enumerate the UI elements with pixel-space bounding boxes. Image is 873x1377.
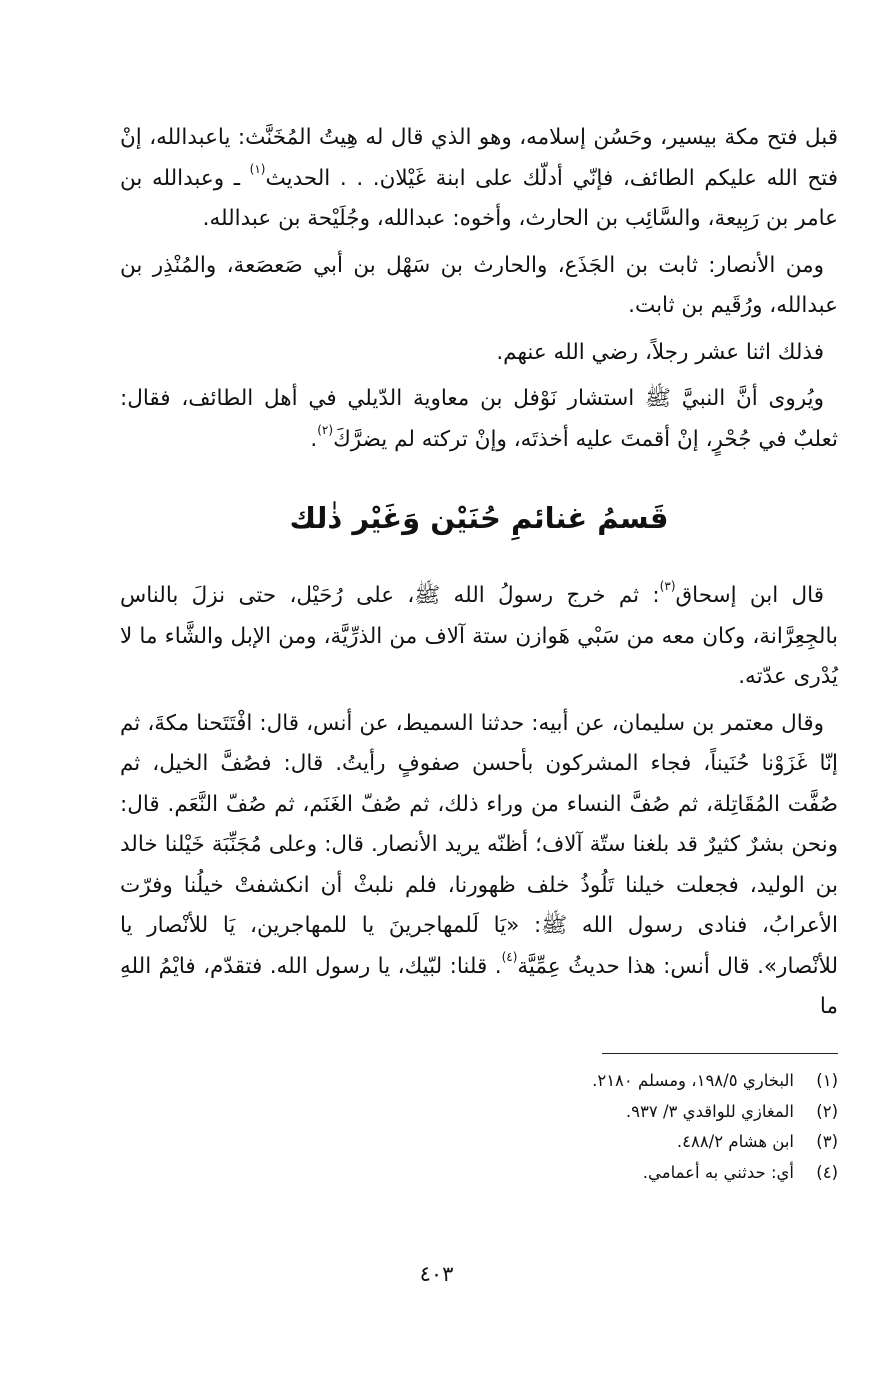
footnote-ref-1[interactable]: (١) xyxy=(249,161,266,176)
footnote-number: (٢) xyxy=(816,1101,838,1121)
section-title: قَسمُ غنائمِ حُنَيْن وَغَيْر ذٰلك xyxy=(289,501,669,535)
footnote-ref-3[interactable]: (٣) xyxy=(659,579,676,593)
footnote-number: (٣) xyxy=(816,1132,838,1151)
paragraph-4-end: . xyxy=(310,426,318,452)
paragraph-5-continued: : ثم خرج رسولُ الله ﷺ، على رُحَيْل، حتى نزلَ بالناس بالجِعِرَّانة، وكان معه من سَبْي هَوازن ستة آلاف من الذرِّيَّة، ومن الإبل والشَّاء ما لا يُدْرى عدّته. xyxy=(120,583,838,689)
footnote-divider xyxy=(602,1053,838,1054)
paragraph-5-text: قال ابن إسحاق xyxy=(675,583,824,608)
footnote-ref-2[interactable]: (٢) xyxy=(317,422,334,437)
footnote-text: المغازي للواقدي ٣/ ٩٣٧. xyxy=(625,1101,794,1121)
footnote-2 xyxy=(338,1097,838,1128)
footnote-text: أي: حدثني به أعمامي. xyxy=(642,1162,794,1182)
paragraph-1-continued: ـ وعبدالله بن عامر بن رَبِيعة، والسَّائِب بن الحارث، وأخوه: عبدالله، وجُلَيْحة بن عبدالله. xyxy=(120,165,838,231)
paragraph-3: فذلك اثنا عشر رجلاً، رضي الله عنهم. xyxy=(496,339,824,365)
footnote-4 xyxy=(338,1158,838,1189)
paragraph-4 xyxy=(120,379,838,460)
footnote-3 xyxy=(338,1127,838,1158)
page-body xyxy=(120,118,838,1028)
footnote-text: ابن هشام ٤٨٨/٢. xyxy=(676,1132,794,1151)
paragraph-6 xyxy=(120,704,838,1028)
footnote-number: (٤) xyxy=(816,1162,838,1182)
footnote-ref-4[interactable]: (٤) xyxy=(501,949,518,964)
page-number: ٤٠٣ xyxy=(419,1262,454,1286)
footnote-text: البخاري ١٩٨/٥، ومسلم ٢١٨٠. xyxy=(592,1071,794,1090)
paragraph-4-text: ويُروى أنَّ النبيَّ ﷺ استشار نَوْفل بن معاوية الدّيلي في أهل الطائف، فقال: ثعلبٌ في جُحْرٍ، إنْ أقمتَ عليه أخذتَه، وإنْ تركته لم يضرَّكَ xyxy=(120,386,838,452)
paragraph-1-text: قبل فتح مكة بيسير، وحَسُن إسلامه، وهو الذي قال له هِيتُ المُخَنَّث: ياعبدالله، إنْ فتح الله عليكم الطائف، فإنّي أدلّك على ابنة غَيْلان. . . الحديث xyxy=(120,125,838,191)
paragraph-6-text: وقال معتمر بن سليمان، عن أبيه: حدثنا السميط، عن أنس، قال: افْتَتَحنا مكةَ، ثم إنّا غَزَوْنا حُنَيناً، فجاء المشركون بأحسن صفوفٍ رأيتُ. قال: فصُفَّ الخيل، ثم صُفَّت المُقَاتِلة، ثم صُفَّ النساء من وراء ذلك، ثم صُفّ الغَنَم، ثم صُفّ النَّعَم. قال: ونحن بشرٌ كثيرٌ قد بلغنا ستّة آلاف؛ أظنّه يريد الأنصار. قال: وعلى مُجَنِّبَة خَيْلنا خالد بن الوليد، فجعلت خيلنا تَلُوذُ خلف ظهورنا، فلم نلبثْ أن انكشفتْ خيلُنا وفرّت الأعرابُ، فنادى رسول الله ﷺ: «يَا لَلمهاجرينَ يا للمهاجرين، يَا للأنْصار يا للأنْصار». قال أنس: هذا حديثُ عِمِّيَّة xyxy=(120,710,839,979)
paragraph-1 xyxy=(120,118,838,240)
footnote-number: (١) xyxy=(816,1071,838,1090)
footnote-1 xyxy=(338,1066,838,1097)
paragraph-5 xyxy=(120,576,838,698)
paragraph-2: ومن الأنصار: ثابت بن الجَذَع، والحارث بن سَهْل بن أبي صَعصَعة، والمُنْذِر بن عبدالله، ورُقَيم بن ثابت. xyxy=(120,252,838,318)
footnotes xyxy=(338,1066,838,1188)
paragraph-6-continued: . قلنا: لبّيك، يا رسول الله. فتقدّم، فايْمُ اللهِ ما xyxy=(120,953,838,1019)
